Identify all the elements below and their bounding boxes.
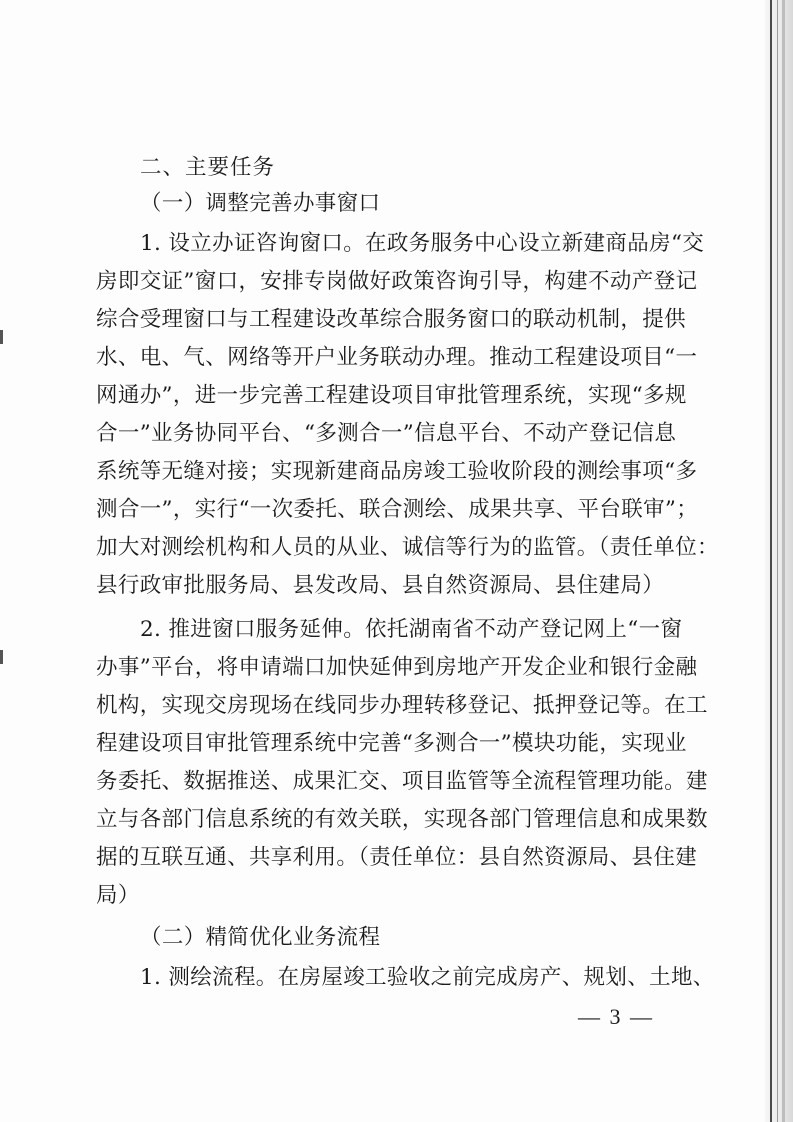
- paragraph-line: 机构，实现交房现场在线同步办理转移登记、抵押登记等。在工: [96, 693, 708, 718]
- paragraph-line: 测合一”，实行“一次委托、联合测绘、成果共享、平台联审”；: [96, 497, 699, 522]
- subsection-heading: （二）精简优化业务流程: [140, 925, 381, 950]
- paragraph-line: 综合受理窗口与工程建设改革综合服务窗口的联动机制，提供: [96, 307, 686, 332]
- subsection-heading: （一）调整完善办事窗口: [140, 191, 381, 216]
- paragraph-line: 水、电、气、网络等开户业务联动办理。推动工程建设项目“一: [96, 345, 698, 370]
- paragraph-line: 局）: [96, 883, 140, 908]
- paragraph-line: 县行政审批服务局、县发改局、县自然资源局、县住建局）: [96, 573, 665, 598]
- paragraph-line: 合一”业务协同平台、“多测合一”信息平台、不动产登记信息: [96, 421, 677, 446]
- paragraph-line: 2. 推进窗口服务延伸。依托湖南省不动产登记网上“一窗: [140, 617, 683, 642]
- paragraph-line: 系统等无缝对接；实现新建商品房竣工验收阶段的测绘事项“多: [96, 459, 698, 484]
- scan-edge-line: [777, 0, 778, 1122]
- scan-edge-line: [782, 0, 785, 1122]
- paragraph-line: 务委托、数据推送、成果汇交、项目监管等全流程管理功能。建: [96, 769, 708, 794]
- scan-edge-line: [770, 0, 772, 1122]
- paragraph-line: 1. 测绘流程。在房屋竣工验收之前完成房产、规划、土地、: [140, 965, 715, 990]
- paragraph-line: 房即交证”窗口，安排专岗做好政策咨询引导，构建不动产登记: [96, 269, 698, 294]
- section-heading: 二、主要任务: [140, 155, 276, 180]
- paragraph-line: 网通办”，进一步完善工程建设项目审批管理系统，实现“多规: [96, 383, 687, 408]
- binding-mark: [0, 650, 3, 664]
- paragraph-line: 加大对测绘机构和人员的从业、诚信等行为的监管。（责任单位：: [96, 535, 719, 560]
- paragraph-line: 据的互联互通、共享利用。（责任单位：县自然资源局、县住建: [96, 845, 698, 870]
- paragraph-line: 程建设项目审批管理系统中完善“多测合一”模块功能，实现业: [96, 731, 687, 756]
- paragraph-line: 立与各部门信息系统的有效关联，实现各部门管理信息和成果数: [96, 807, 708, 832]
- binding-mark: [0, 330, 3, 344]
- paragraph-line: 1. 设立办证咨询窗口。在政务服务中心设立新建商品房“交: [140, 231, 705, 256]
- paragraph-line: 办事”平台，将申请端口加快延伸到房地产开发企业和银行金融: [96, 655, 698, 680]
- page-number: — 3 —: [578, 1004, 654, 1029]
